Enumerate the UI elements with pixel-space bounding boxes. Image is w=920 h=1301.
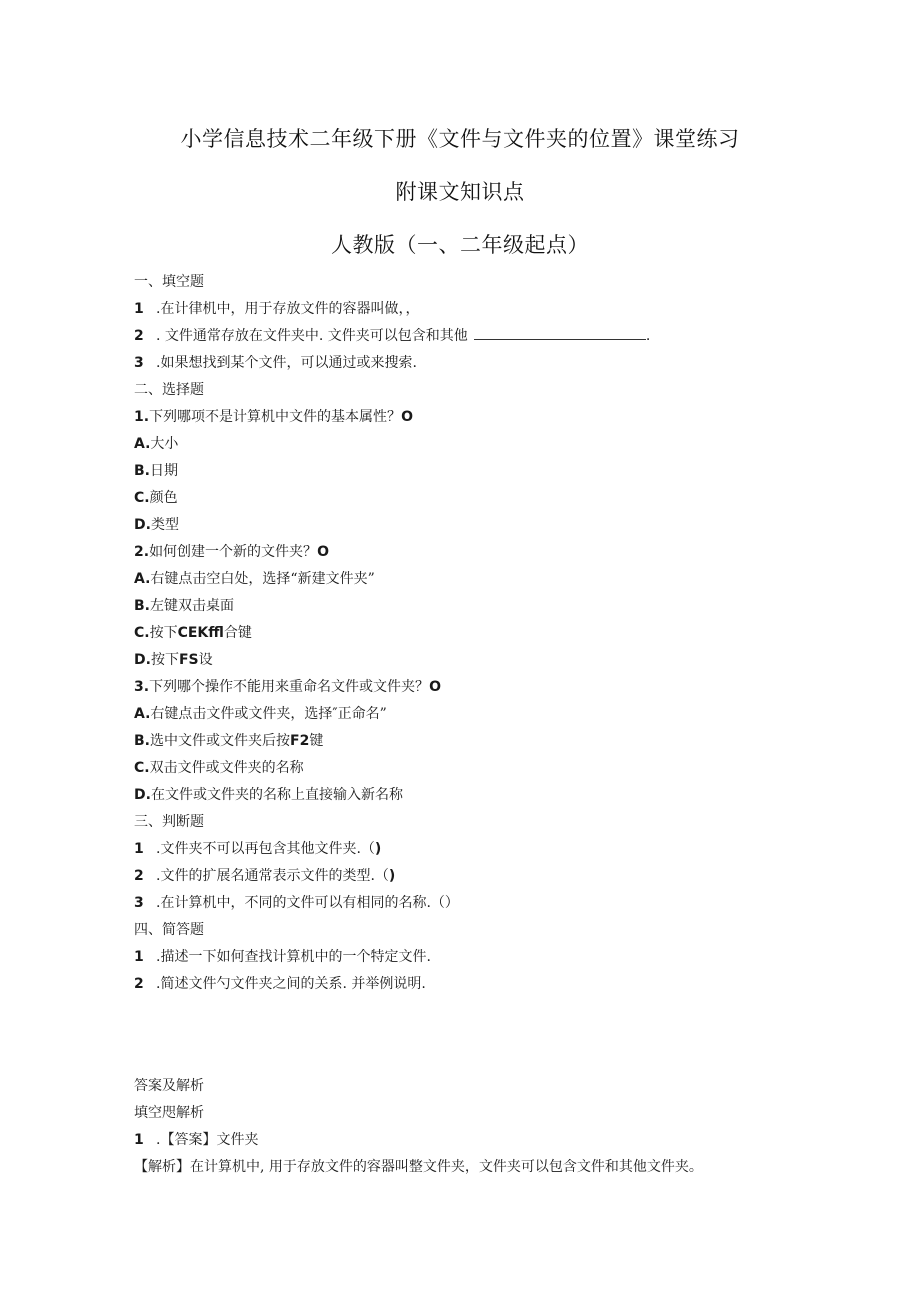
answer-mark: O xyxy=(429,679,441,695)
item-text: .在计算机中，不同的文件可以有相同的名称.（） xyxy=(156,895,459,911)
item-number: 2 xyxy=(134,976,144,992)
document-subtitle: 附课文知识点 xyxy=(395,180,525,204)
answer-blank-line xyxy=(474,327,646,340)
question-number: 3. xyxy=(134,679,150,695)
answers-subheading: 填空咫解析 xyxy=(134,1105,204,1121)
option-text: 左键双击桌面 xyxy=(150,598,234,614)
option-label: D. xyxy=(134,517,151,533)
option-text: 大小 xyxy=(150,436,179,452)
short-answer-item-1 xyxy=(134,948,431,966)
fill-blank-item-3 xyxy=(134,354,417,372)
true-false-item-1 xyxy=(134,840,381,858)
choice-option xyxy=(134,489,178,507)
true-false-item-2 xyxy=(134,867,395,885)
option-label: B. xyxy=(134,463,150,479)
choice-option xyxy=(134,597,234,615)
choice-option xyxy=(134,732,323,750)
option-text: 颜色 xyxy=(149,490,178,506)
question-text: 下列哪项不是计算机中文件的基本属性？ xyxy=(149,409,402,425)
question-text: 下列哪个操作不能用来重命名文件或文件夹？ xyxy=(149,679,430,695)
item-text: .如果想找到某个文件，可以通过或来搜索. xyxy=(156,355,417,371)
option-label: A. xyxy=(134,571,151,587)
item-number: 2 xyxy=(134,328,144,344)
item-tail: . xyxy=(645,328,651,344)
option-label: C. xyxy=(134,760,150,776)
option-text: 合键 xyxy=(223,625,252,641)
choice-question-1 xyxy=(134,408,413,426)
item-text: .描述一下如何查找计算机中的一个特定文件. xyxy=(156,949,431,965)
option-label: D. xyxy=(134,652,151,668)
option-key: FS xyxy=(178,652,199,668)
option-text: 设 xyxy=(198,652,213,668)
item-number: 1 xyxy=(134,841,144,857)
answers-heading: 答案及解析 xyxy=(134,1078,204,1094)
item-number: 1 xyxy=(134,301,144,317)
option-text: 右键点击文件或文件夹，选择″正命名” xyxy=(150,706,387,722)
answer-mark: O xyxy=(401,409,413,425)
option-label: C. xyxy=(134,490,150,506)
option-prefix: 按下 xyxy=(149,625,178,641)
fill-blank-item-2 xyxy=(134,327,650,345)
section-heading-short-answer: 四、简答题 xyxy=(134,922,204,938)
item-number: 3 xyxy=(134,895,144,911)
answer-item-1 xyxy=(134,1131,258,1149)
document-edition: 人教版（一、二年级起点） xyxy=(331,233,589,257)
option-label: A. xyxy=(134,706,151,722)
option-text: 右键点击空白处，选择“新建文件夹” xyxy=(150,571,375,587)
item-text: .简述文件勺文件夹之间的关系. 并举例说明. xyxy=(156,976,426,992)
choice-option xyxy=(134,516,179,534)
option-key: CEKffl xyxy=(177,625,224,641)
choice-option xyxy=(134,435,178,453)
option-prefix: 选中文件或文件夹后按 xyxy=(150,733,290,749)
choice-question-2 xyxy=(134,543,329,561)
question-number: 1. xyxy=(134,409,150,425)
fill-blank-item-1 xyxy=(134,300,419,318)
option-label: B. xyxy=(134,598,150,614)
option-text: 双击文件或文件夹的名称 xyxy=(149,760,304,776)
choice-option xyxy=(134,759,304,777)
item-text: . 文件通常存放在文件夹中. 文件夹可以包含和其他 xyxy=(156,328,468,344)
option-label: C. xyxy=(134,625,150,641)
item-text: .【答案】文件夹 xyxy=(156,1132,259,1148)
choice-question-3 xyxy=(134,678,441,696)
option-text: 键 xyxy=(309,733,324,749)
option-prefix: 按下 xyxy=(150,652,179,668)
choice-option xyxy=(134,570,375,588)
choice-option xyxy=(134,705,387,723)
item-number: 1 xyxy=(134,1132,144,1148)
section-heading-true-false: 三、判断题 xyxy=(134,814,204,830)
option-label: A. xyxy=(134,436,151,452)
item-text: .在计律机中，用于存放文件的容器叫做，， xyxy=(156,301,420,317)
short-answer-item-2 xyxy=(134,975,426,993)
item-close: ) xyxy=(388,868,396,884)
option-text: 日期 xyxy=(150,463,178,479)
option-text: 类型 xyxy=(150,517,179,533)
item-text: .文件的扩展名通常表示文件的类型.（ xyxy=(156,868,389,884)
section-heading-fill-blank: 一、填空题 xyxy=(134,274,204,290)
choice-option xyxy=(134,651,213,669)
option-key: F2 xyxy=(290,733,310,749)
item-number: 1 xyxy=(134,949,144,965)
item-number: 2 xyxy=(134,868,144,884)
choice-option xyxy=(134,624,252,642)
document-title: 小学信息技术二年级下册《文件与文件夹的位置》课堂练习 xyxy=(180,127,740,151)
option-label: D. xyxy=(134,787,151,803)
section-heading-choice: 二、选择题 xyxy=(134,382,204,398)
item-number: 3 xyxy=(134,355,144,371)
answer-explanation: 【解析】在计算机中, 用于存放文件的容器叫整文件夹，文件夹可以包含文件和其他文件夹。 xyxy=(134,1159,703,1175)
item-text: .文件夹不可以再包含其他文件夹.（ xyxy=(156,841,375,857)
question-number: 2. xyxy=(134,544,150,560)
option-text: 在文件或文件夹的名称上直接输入新名称 xyxy=(150,787,403,803)
item-close: ) xyxy=(374,841,382,857)
answer-mark: O xyxy=(317,544,329,560)
question-text: 如何创建一个新的文件夹？ xyxy=(149,544,318,560)
choice-option xyxy=(134,786,403,804)
option-label: B. xyxy=(134,733,150,749)
true-false-item-3 xyxy=(134,894,459,912)
choice-option xyxy=(134,462,178,480)
